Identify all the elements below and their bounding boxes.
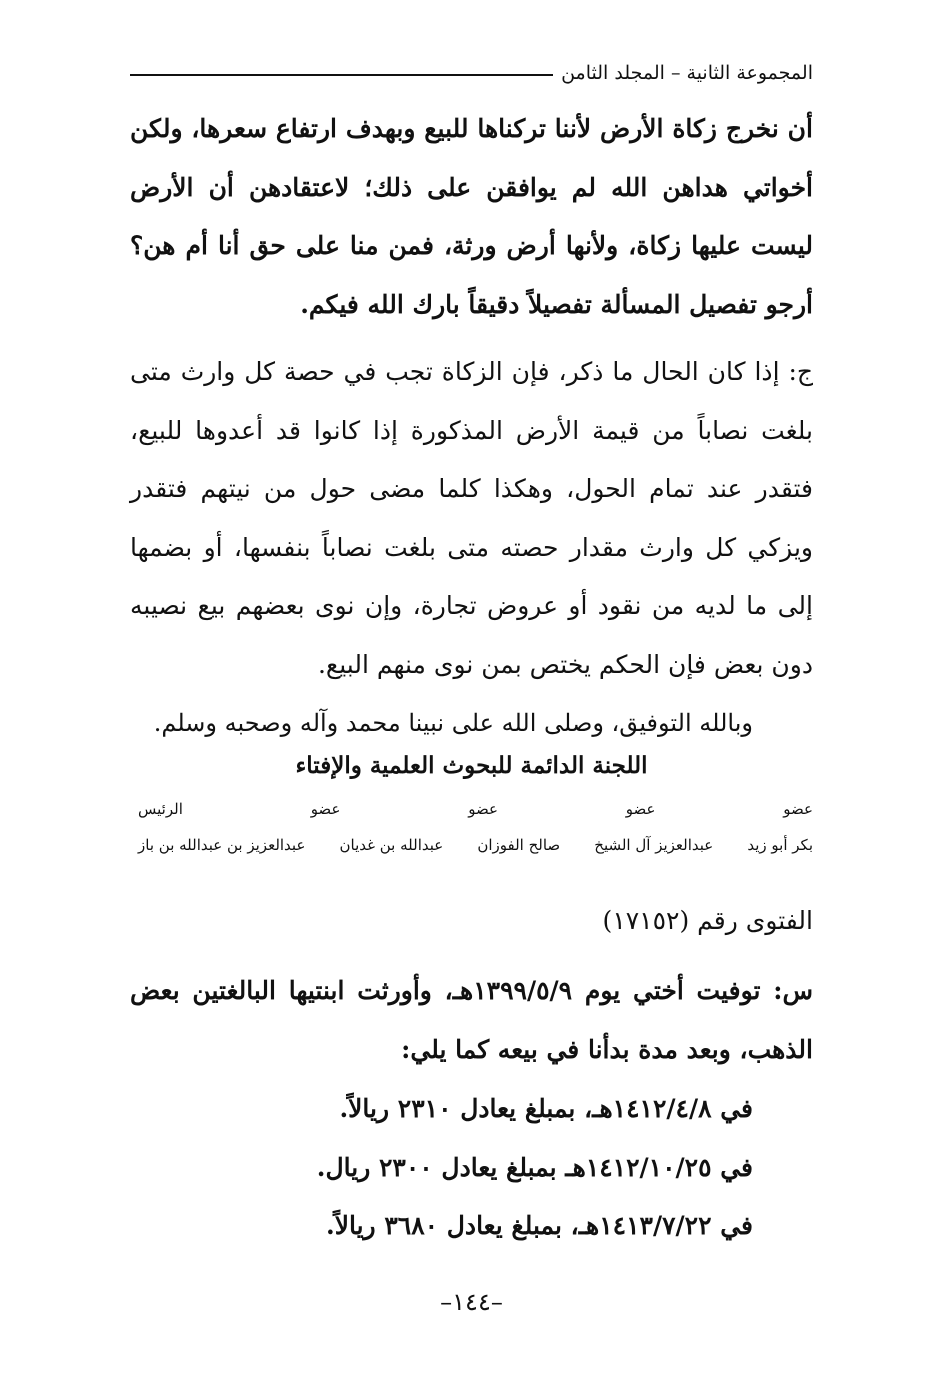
- signatory-role: عضو: [310, 800, 341, 818]
- signatory-name: صالح الفوزان: [477, 836, 561, 854]
- closing-formula: وبالله التوفيق، وصلى الله على نبينا محمد وآله وصحبه وسلم.: [153, 709, 753, 737]
- signatory-name: عبدالعزيز آل الشيخ: [594, 836, 714, 854]
- question-1-text: أن نخرج زكاة الأرض لأننا تركناها للبيع وبهدف ارتفاع سعرها، ولكن أخواتي هداهن الله لم يوافقن على ذلك؛ لاعتقادهن أن الأرض ليست عليها زكاة، ولأنها أرض ورثة، فمن منا على حق أنا أم هن؟ أرجو تفصيل المسألة تفصيلاً دقيقاً بارك الله فيكم.: [130, 114, 813, 319]
- fatwa-number-heading: الفتوى رقم (١٧١٥٢): [602, 906, 813, 935]
- signatory-name: عبدالله بن غديان: [339, 836, 444, 854]
- signatory-names: [138, 836, 813, 854]
- committee-title: اللجنة الدائمة للبحوث العلمية والإفتاء: [295, 752, 648, 779]
- sale-entry: في ١٤١٣/٧/٢٢هـ، بمبلغ يعادل ٣٦٨٠ ريالاً.: [326, 1211, 753, 1240]
- signatory-name: عبدالعزيز بن عبدالله بن باز: [138, 836, 306, 854]
- signatory-role: عضو: [783, 800, 813, 818]
- signatory-role: عضو: [468, 800, 498, 818]
- signatory-role: الرئيس: [138, 800, 183, 818]
- sale-entry: في ١٤١٢/١٠/٢٥هـ بمبلغ يعادل ٢٣٠٠ ريال.: [316, 1152, 753, 1182]
- running-title: المجموعة الثانية – المجلد الثامن: [561, 62, 813, 84]
- answer-1-text: ج: إذا كان الحال ما ذكر، فإن الزكاة تجب في حصة كل وارث متى بلغت نصاباً من قيمة الأرض المذكورة إذا كانوا قد أعدوها للبيع، فتقدر عند تمام الحول، وهكذا كلما مضى حول من نيتهم فتقدر ويزكي كل وارث مقدار حصته متى بلغت نصاباً بنفسها، أو بضمها إلى ما لديه من نقود أو عروض تجارة، وإن نوى بعضهم بيع نصيبه دون بعض فإن الحكم يختص بمن نوى منهم البيع.: [130, 357, 813, 679]
- running-header: [130, 58, 813, 88]
- signatory-roles: [138, 800, 813, 818]
- header-rule: [130, 74, 553, 76]
- question-2-text: س: توفيت أختي يوم ١٣٩٩/٥/٩هـ، وأورثت ابنتيها البالغتين بعض الذهب، وبعد مدة بدأنا في بيعه كما يلي:: [130, 976, 813, 1064]
- sale-entries-list: [317, 1080, 753, 1256]
- page-number: –١٤٤–: [440, 1288, 503, 1316]
- sale-entry: في ١٤١٢/٤/٨هـ، بمبلغ يعادل ٢٣١٠ ريالاً.: [339, 1094, 753, 1123]
- signatory-role: عضو: [625, 800, 656, 818]
- signatory-name: بكر أبو زيد: [747, 836, 813, 854]
